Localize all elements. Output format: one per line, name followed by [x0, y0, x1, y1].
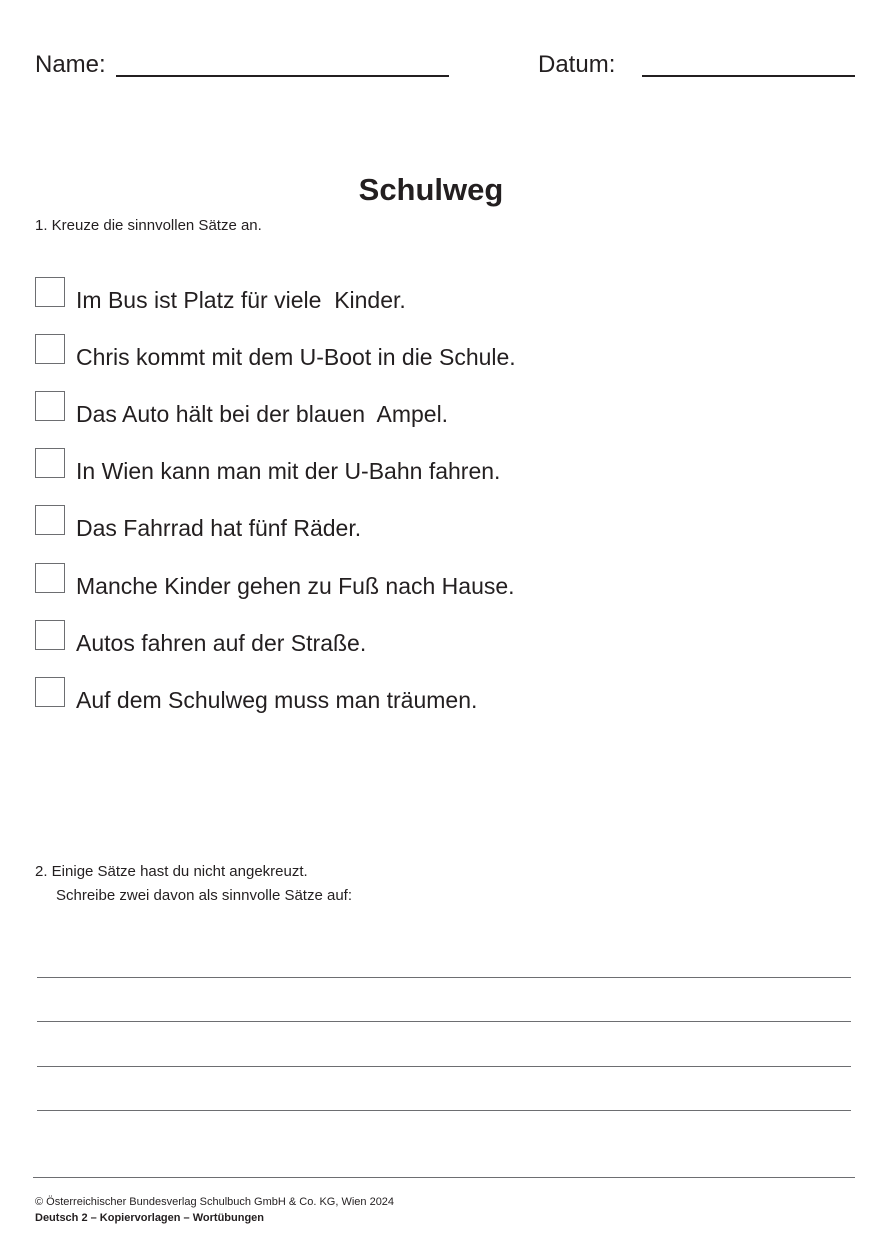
- sentence-item: [35, 391, 448, 425]
- sentence-text: Auf dem Schulweg muss man träumen.: [76, 687, 478, 713]
- checkbox[interactable]: [35, 334, 65, 364]
- writing-line[interactable]: [37, 1110, 851, 1111]
- checkbox[interactable]: [35, 277, 65, 307]
- sentence-text: Autos fahren auf der Straße.: [76, 630, 367, 656]
- checkbox[interactable]: [35, 448, 65, 478]
- task2-instruction: [35, 860, 352, 908]
- task1-instruction: 1. Kreuze die sinnvollen Sätze an.: [35, 217, 262, 234]
- sentence-text: Im Bus ist Platz für viele Kinder.: [76, 287, 406, 313]
- sentence-text: In Wien kann man mit der U-Bahn fahren.: [76, 458, 501, 484]
- sentence-text: Das Auto hält bei der blauen Ampel.: [76, 401, 449, 427]
- sentence-item: [35, 620, 366, 654]
- page-title: Schulweg: [358, 172, 504, 207]
- sentence-text: Das Fahrrad hat fünf Räder.: [76, 515, 362, 541]
- sentence-item: [35, 505, 361, 539]
- sentence-item: [35, 334, 516, 368]
- checkbox[interactable]: [35, 677, 65, 707]
- checkbox[interactable]: [35, 391, 65, 421]
- date-field-line[interactable]: [642, 75, 855, 77]
- checkbox[interactable]: [35, 505, 65, 535]
- footer-copyright: © Österreichischer Bundesverlag Schulbuch GmbH & Co. KG, Wien 2024: [35, 1196, 395, 1208]
- writing-line[interactable]: [37, 1066, 851, 1067]
- sentence-item: [35, 563, 515, 597]
- date-label: Datum:: [538, 51, 616, 78]
- writing-line[interactable]: [37, 977, 851, 978]
- sentence-text: Chris kommt mit dem U-Boot in die Schule.: [76, 344, 516, 370]
- checkbox[interactable]: [35, 563, 65, 593]
- task2-line-1: 2. Einige Sätze hast du nicht angekreuzt.: [35, 863, 308, 880]
- writing-line[interactable]: [37, 1021, 851, 1022]
- sentence-text: Manche Kinder gehen zu Fuß nach Hause.: [76, 573, 515, 599]
- sentence-item: [35, 677, 477, 711]
- name-field-line[interactable]: [116, 75, 449, 77]
- footer-series: Deutsch 2 – Kopiervorlagen – Wortübungen: [35, 1212, 264, 1224]
- sentence-item: [35, 277, 406, 311]
- sentence-item: [35, 448, 500, 482]
- checkbox[interactable]: [35, 620, 65, 650]
- task2-line-2: Schreibe zwei davon als sinnvolle Sätze auf:: [56, 887, 353, 904]
- name-label: Name:: [35, 51, 106, 78]
- footer-divider: [33, 1177, 855, 1178]
